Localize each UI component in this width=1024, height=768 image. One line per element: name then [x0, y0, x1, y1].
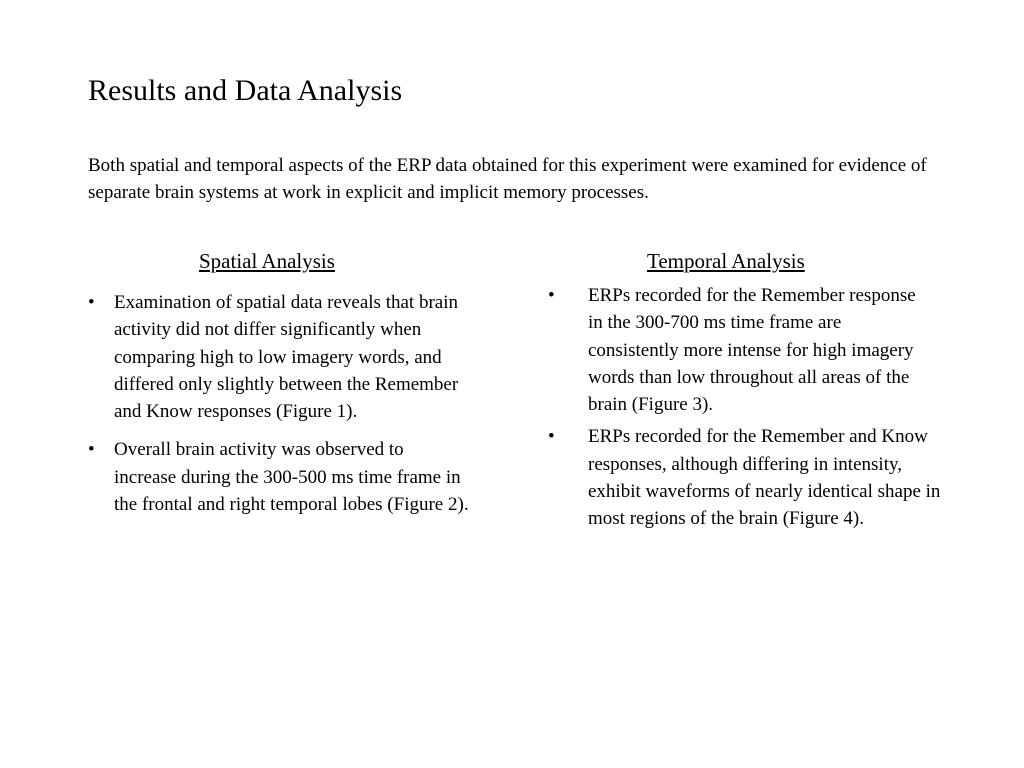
spatial-analysis-heading: Spatial Analysis — [199, 249, 335, 273]
bullet-text: Examination of spatial data reveals that brain activity did not differ significantly when comparing high to low imagery words, and differed only slightly between the Remember and Know responses (Figure 1). — [114, 292, 459, 423]
temporal-analysis-list — [548, 282, 948, 538]
list-item — [548, 423, 948, 532]
bullet-text: Overall brain activity was observed to increase during the 300-500 ms time frame in the frontal and right temporal lobes (Figure 2). — [114, 439, 469, 516]
bullet-icon: • — [548, 285, 555, 306]
bullet-icon: • — [88, 439, 95, 461]
spatial-analysis-list — [88, 289, 488, 529]
list-item — [88, 436, 488, 518]
list-item — [548, 282, 948, 418]
bullet-text: ERPs recorded for the Remember response in the 300-700 ms time frame are consistently more intense for high imagery words than low throughout all areas of the brain (Figure 3). — [588, 285, 916, 416]
bullet-icon: • — [88, 292, 95, 313]
intro-paragraph: Both spatial and temporal aspects of the ERP data obtained for this experiment were examined for evidence of separate brain systems at work in explicit and implicit memory processes. — [88, 155, 927, 203]
bullet-icon: • — [548, 426, 555, 448]
list-item — [88, 289, 488, 425]
slide-title: Results and Data Analysis — [88, 74, 403, 107]
temporal-analysis-heading: Temporal Analysis — [647, 249, 805, 273]
bullet-text: ERPs recorded for the Remember and Know responses, although differing in intensity, exhibit waveforms of nearly identical shape in most regions of the brain (Figure 4). — [588, 426, 941, 530]
